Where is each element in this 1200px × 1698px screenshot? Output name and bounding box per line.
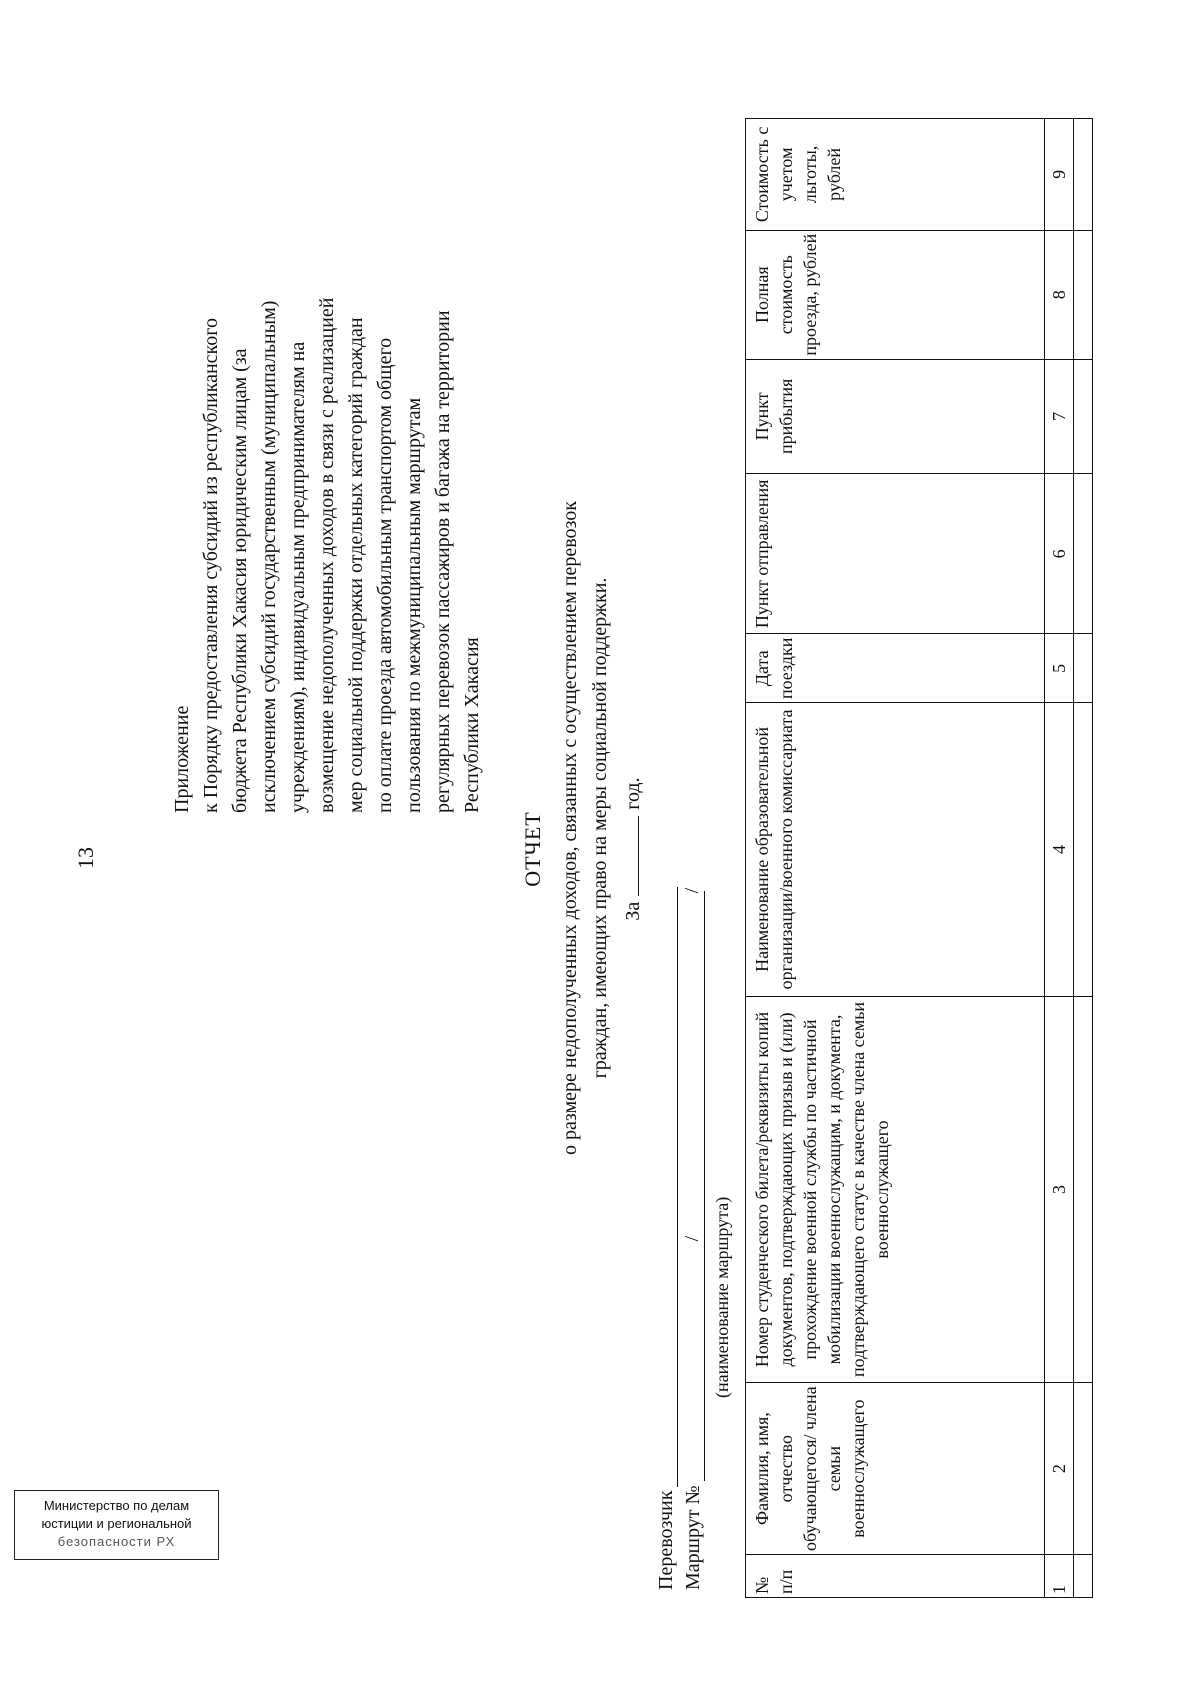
carrier-label: Перевозчик bbox=[655, 1490, 677, 1590]
empty-cell[interactable] bbox=[1074, 996, 1093, 1383]
carrier-blank-field[interactable] bbox=[657, 887, 678, 1487]
column-number: 8 bbox=[1045, 230, 1074, 359]
empty-cell[interactable] bbox=[1074, 634, 1093, 703]
stamp-line-3: безопасности РХ bbox=[57, 1534, 176, 1549]
report-title: ОТЧЕТ bbox=[520, 811, 545, 887]
empty-cell[interactable] bbox=[1074, 359, 1093, 474]
route-separator-1: / bbox=[681, 1235, 703, 1242]
column-number: 9 bbox=[1045, 119, 1074, 231]
report-subtitle: о размере недополученных доходов, связанных с осуществлением перевозок граждан, имеющих право на меры социальной поддержки. bbox=[559, 500, 611, 1156]
appendix-heading: Приложение bbox=[171, 705, 193, 813]
route-blank-field[interactable] bbox=[681, 887, 705, 1481]
appendix-block bbox=[168, 93, 487, 813]
header-cell: Пункт отправления bbox=[746, 474, 1045, 634]
header-cell: Дата поездки bbox=[746, 634, 1045, 703]
year-blank-field[interactable] bbox=[620, 816, 639, 896]
column-number: 2 bbox=[1045, 1383, 1074, 1555]
column-number-row bbox=[1045, 119, 1074, 1598]
empty-data-row bbox=[1074, 119, 1093, 1598]
column-number: 5 bbox=[1045, 634, 1074, 703]
header-cell: Фамилия, имя, отчество обучающегося/ члена семьи военнослужащего bbox=[746, 1383, 1045, 1555]
route-separator-2: / bbox=[681, 887, 703, 894]
route-caption: (наименование маршрута) bbox=[712, 1196, 732, 1398]
page-number: 13 bbox=[73, 847, 98, 869]
ministry-stamp bbox=[14, 1490, 219, 1560]
carrier-row bbox=[655, 887, 678, 1590]
stamp-line-2: юстиции и региональной bbox=[41, 1516, 192, 1531]
year-suffix: год. bbox=[622, 777, 644, 810]
appendix-text: к Порядку предоставления субсидий из республиканского бюджета Республики Хакасия юридическим лицам (за исключением субсидий государственным (муниципальным) учреждениям), индивидуальным предпринимателям на возмещение недополученных доходов в связи с реализацией мер социальной поддержки отдельных категорий граждан по оплате проезда автомобильным транспортом общего пользования по межмуниципальным маршрутам регулярных перевозок пассажиров и багажа на территории Республики Хакасия bbox=[200, 297, 483, 813]
empty-cell[interactable] bbox=[1074, 474, 1093, 634]
route-row bbox=[681, 887, 705, 1590]
header-cell: Пункт прибытия bbox=[746, 359, 1045, 474]
header-cell: № п/п bbox=[746, 1555, 1045, 1598]
table-header-row bbox=[746, 119, 1045, 1598]
empty-cell[interactable] bbox=[1074, 1383, 1093, 1555]
empty-cell[interactable] bbox=[1074, 119, 1093, 231]
header-cell: Номер студенческого билета/реквизиты копий документов, подтверждающих призыв и (или) прохождение военной службы по частичной мобилизации военнослужащим, и документа, подтверждающего статус в качестве члена семьи военнослужащего bbox=[746, 996, 1045, 1383]
report-table bbox=[745, 118, 1093, 1598]
report-year-line bbox=[620, 0, 645, 1698]
column-number: 3 bbox=[1045, 996, 1074, 1383]
header-cell: Полная стоимость проезда, рублей bbox=[746, 230, 1045, 359]
stamp-line-1: Министерство по делам bbox=[43, 1498, 190, 1513]
empty-cell[interactable] bbox=[1074, 230, 1093, 359]
column-number: 6 bbox=[1045, 474, 1074, 634]
column-number: 4 bbox=[1045, 703, 1074, 997]
header-cell: Стоимость с учетом льготы, рублей bbox=[746, 119, 1045, 231]
empty-cell[interactable] bbox=[1074, 703, 1093, 997]
column-number: 7 bbox=[1045, 359, 1074, 474]
year-prefix: За bbox=[622, 901, 644, 921]
route-label: Маршрут № bbox=[682, 1485, 704, 1590]
empty-cell[interactable] bbox=[1074, 1555, 1093, 1598]
header-cell: Наименование образовательной организации/военного комиссариата bbox=[746, 703, 1045, 997]
column-number: 1 bbox=[1045, 1555, 1074, 1598]
